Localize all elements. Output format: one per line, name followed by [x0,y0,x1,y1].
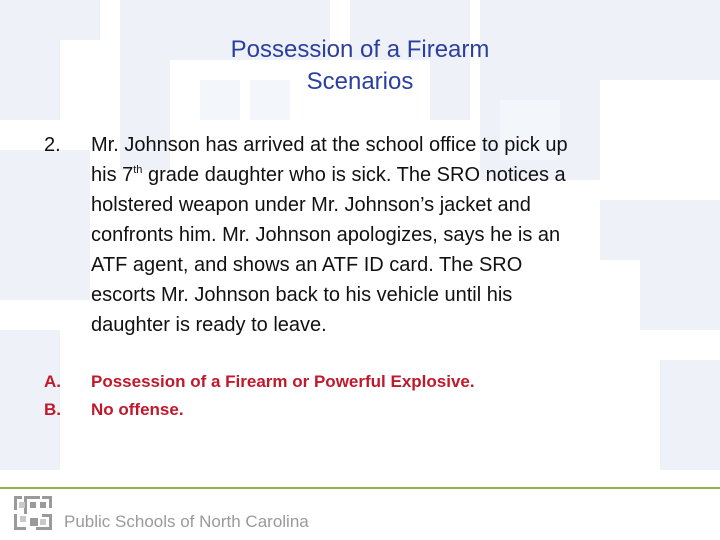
ordinal-suffix: th [133,164,143,176]
scenario-line [91,160,691,190]
scenario-line: daughter is ready to leave. [91,314,327,336]
scenario-line: confronts him. Mr. Johnson apologizes, says he is an [91,224,561,246]
scenario-line: Mr. Johnson has arrived at the school office to pick up [91,134,568,156]
scenario-line: escorts Mr. Johnson back to his vehicle until his [91,284,513,306]
title-line-2: Scenarios [306,68,414,95]
scenario-number: 2. [44,134,61,156]
answer-item [44,368,684,396]
slide-title [0,34,720,98]
answer-item [44,396,684,424]
scenario-text [91,130,691,340]
scenario-line: ATF agent, and shows an ATF ID card. The SRO [91,254,523,276]
footer-organization-name: Public Schools of North Carolina [64,512,309,531]
answer-text: No offense. [91,400,184,419]
title-line-1: Possession of a Firearm [230,36,490,63]
answer-text: Possession of a Firearm or Powerful Explosive. [91,372,475,391]
answer-list [44,368,684,424]
scenario-line-prefix: his 7 [91,164,134,186]
school-building-logo-icon [12,494,56,534]
answer-label: A. [44,372,61,391]
scenario-line-rest: grade daughter who is sick. The SRO notices a [148,164,566,186]
answer-label: B. [44,400,61,419]
scenario-line: holstered weapon under Mr. Johnson’s jacket and [91,194,531,216]
footer-divider [0,487,720,489]
